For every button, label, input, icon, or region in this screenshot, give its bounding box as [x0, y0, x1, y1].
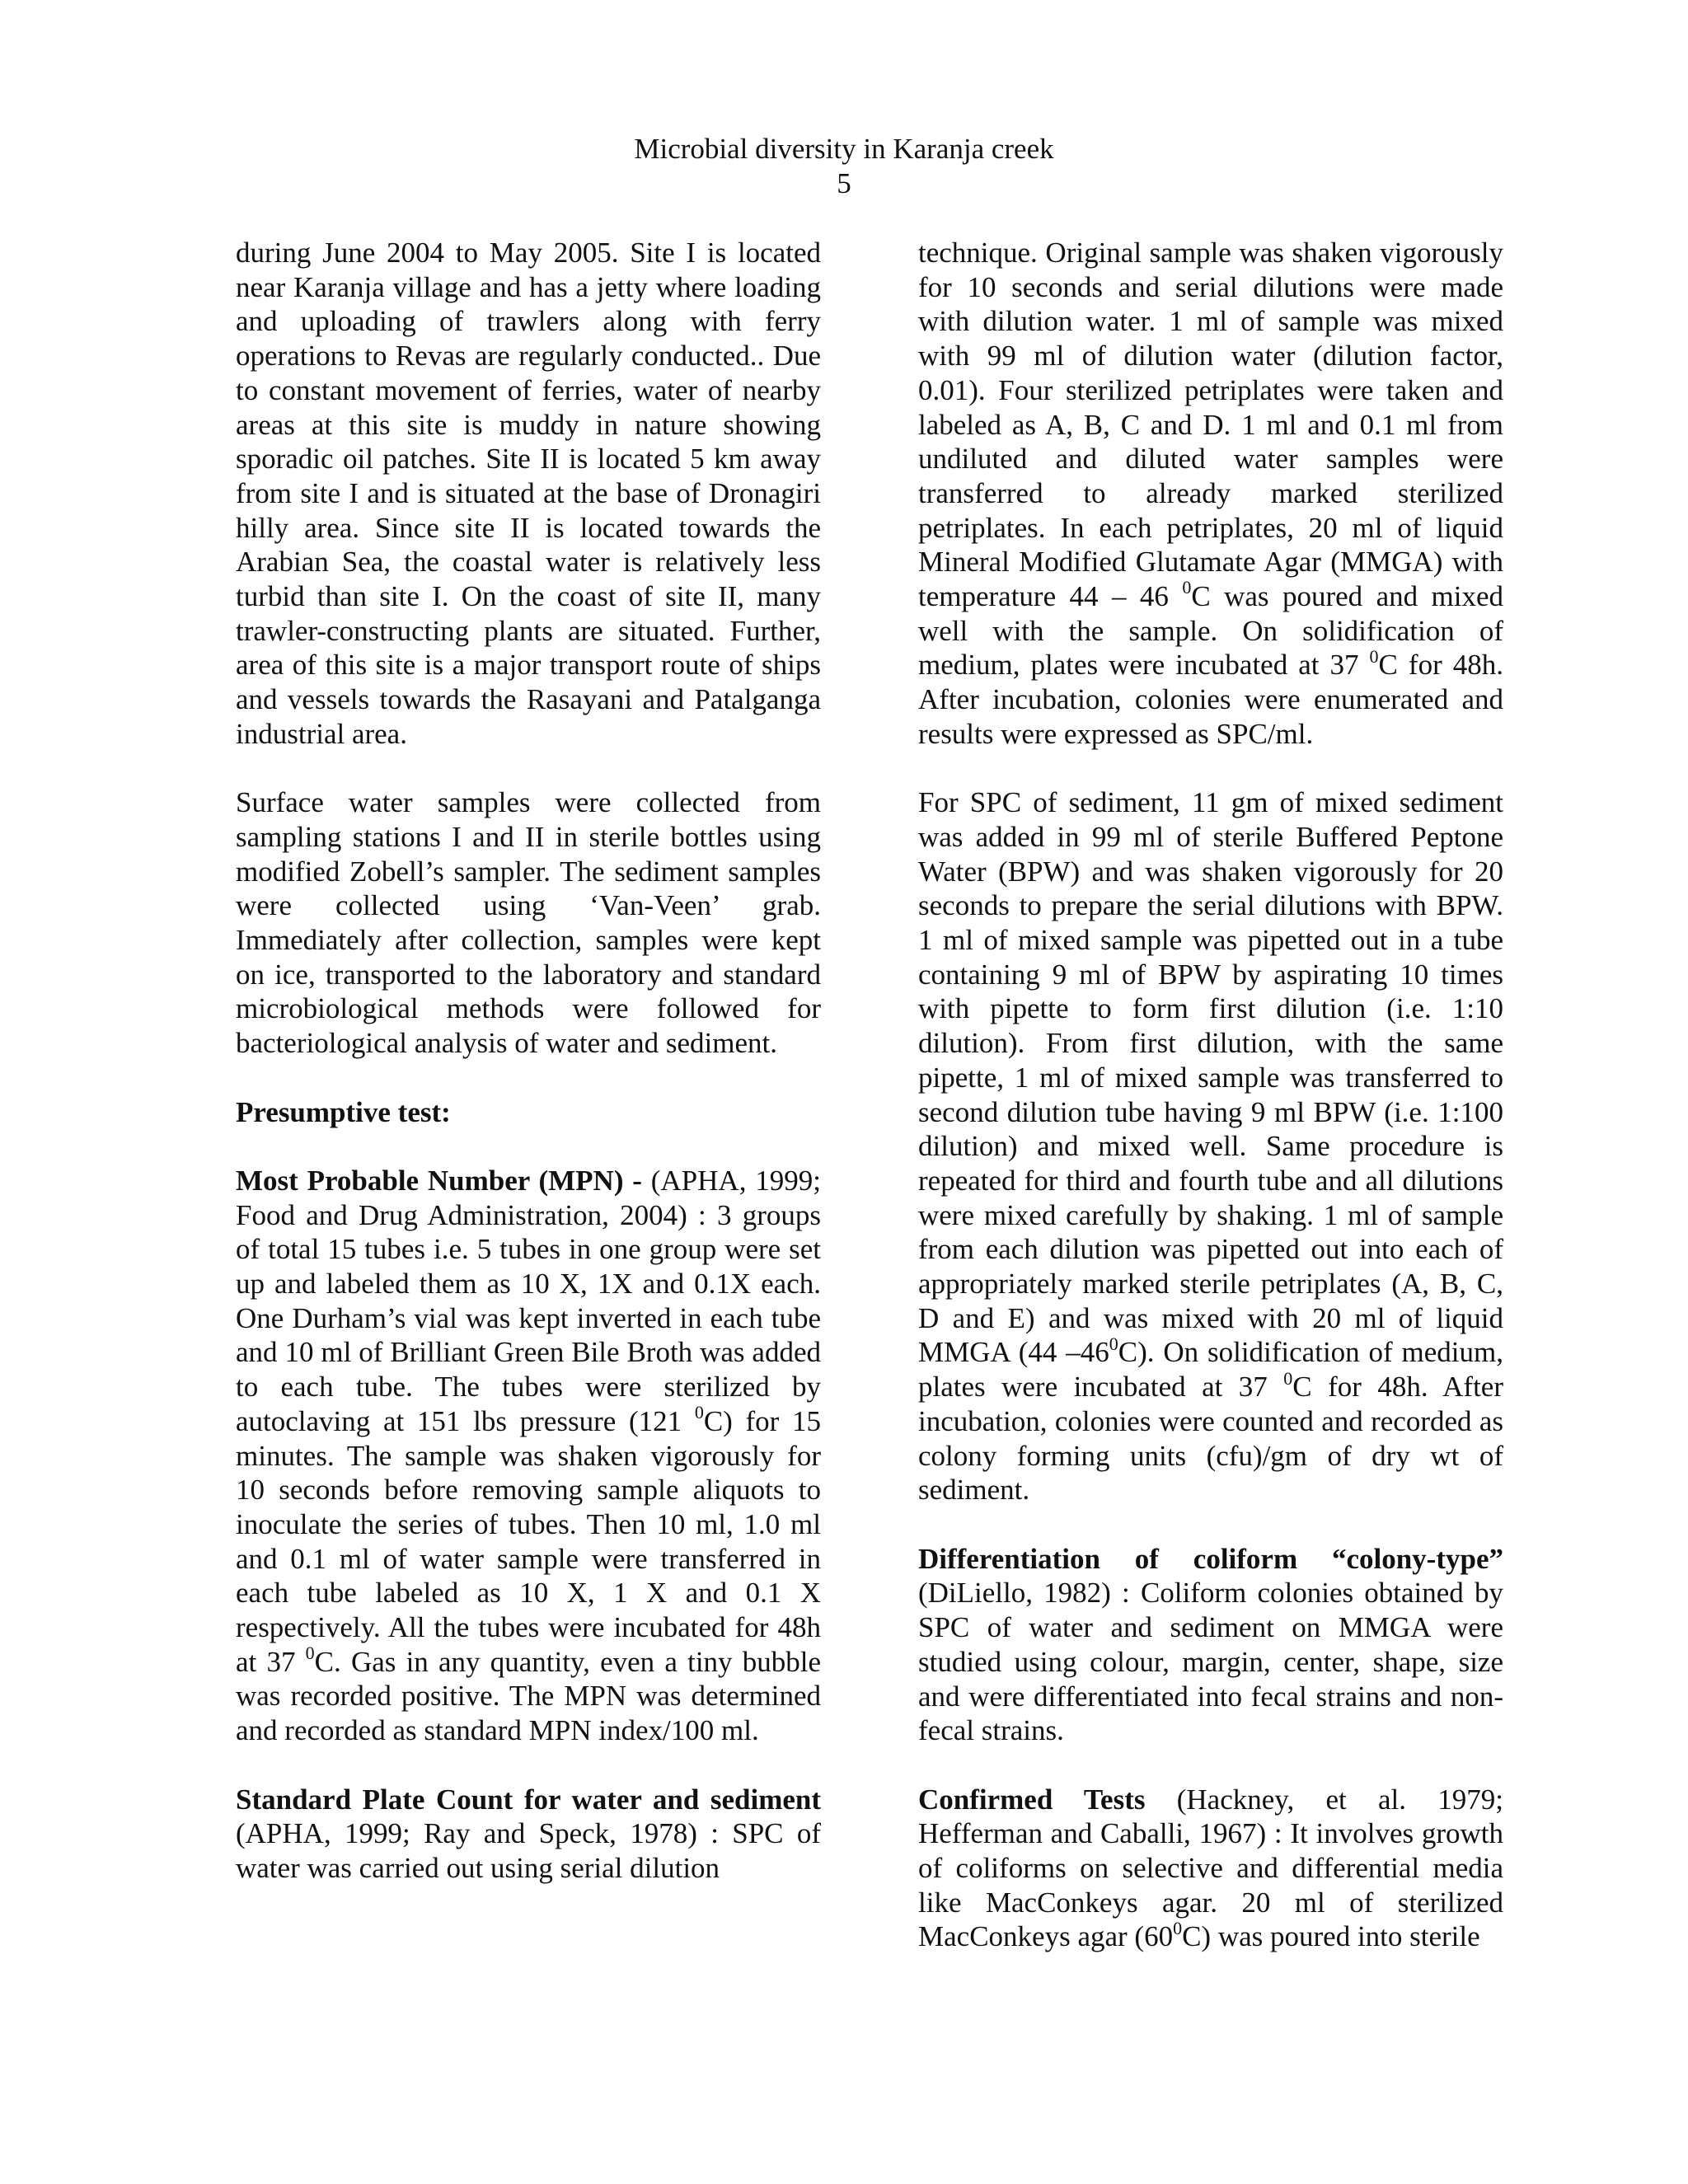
mpn-heading: Most Probable Number (MPN) - [236, 1164, 642, 1197]
spc-sediment-paragraph: For SPC of sediment, 11 gm of mixed sediment was added in 99 ml of sterile Buffered Peptone Water (BPW) and was shaken vigorously for 20 seconds to prepare the serial dilutions with BPW. 1 ml of mixed sample was pipetted out in a tube containing 9 ml of BPW by aspirating 10 times with pipette to form first dilution (i.e. 1:10 dilution). From first dilution, with the same pipette, 1 ml of mixed sample was transferred to second dilution tube having 9 ml BPW (i.e. 1:100 dilution) and mixed well. Same procedure is repeated for third and fourth tube and all dilutions were mixed carefully by shaking. 1 ml of sample from each dilution was pipetted out into each of appropriately marked sterile petriplates (A, B, C, D and E) and was mixed with 20 ml of liquid MMGA (44 $-46^0C$). On solidification of medium, plates were incubated at 37 $^0$C for 48h. After incubation, colonies were counted and recorded as colony forming units (cfu)/gm of dry wt of sediment. [918, 786, 1503, 1507]
confirmed-tests-paragraph: Confirmed Tests (Hackney, et al. 1979; Hefferman and Caballi, 1967) : It involves growth of coliforms on selective and differential media like MacConkeys agar. 20 ml of sterilized MacConkeys agar $(60^0C)$ was poured into sterile [918, 1783, 1503, 1953]
site-description-paragraph: during June 2004 to May 2005. Site I is located near Karanja village and has a jetty where loading and uploading of trawlers along with ferry operations to Revas are regularly conducted.. Due to constant movement of ferries, water of nearby areas at this site is muddy in nature showing sporadic oil patches. Site II is located 5 km away from site I and is situated at the base of Dronagiri hilly area. Since site II is located towards the Arabian Sea, the coastal water is relatively less turbid than site I. On the coast of site II, many trawler-constructing plants are situated. Further, area of this site is a major transport route of ships and vessels towards the Rasayani and Patalganga industrial area. [236, 237, 821, 750]
spc-water-paragraph: technique. Original sample was shaken vigorously for 10 seconds and serial dilutions were made with dilution water. 1 ml of sample was mixed with 99 ml of dilution water (dilution factor, 0.01). Four sterilized petriplates were taken and labeled as A, B, C and D. 1 ml and 0.1 ml from undiluted and diluted water samples were transferred to already marked sterilized petriplates. In each petriplates, 20 ml of liquid Mineral Modified Glutamate Agar (MMGA) with temperature 44 – 46 $^0$C was poured and mixed well with the sample. On solidification of medium, plates were incubated at 37 $^0$C for 48h. After incubation, colonies were enumerated and results were expressed as SPC/ml. [918, 237, 1504, 750]
page-number: 5 [837, 167, 851, 199]
right-column [918, 236, 1503, 1954]
differentiation-heading: Differentiation of coliform “colony-type” [918, 1542, 1503, 1575]
degree-sup: 0 [1173, 1917, 1183, 1938]
degree-sup: 0 [694, 1402, 704, 1423]
presumptive-test-heading: Presumptive test: [236, 1095, 451, 1128]
degree-sup: 0 [305, 1643, 315, 1664]
running-header [0, 132, 1688, 201]
mpn-paragraph: Most Probable Number (MPN) - (APHA, 1999; Food and Drug Administration, 2004) : 3 groups of total 15 tubes i.e. 5 tubes in one group were set up and labeled them as 10 X, 1X and 0.1X each. One Durham’s vial was kept inverted in each tube and 10 ml of Brilliant Green Bile Broth was added to each tube. The tubes were sterilized by autoclaving at 151 lbs pressure (121 $^0$C) for 15 minutes. The sample was shaken vigorously for 10 seconds before removing sample aliquots to inoculate the series of tubes. Then 10 ml, 1.0 ml and 0.1 ml of water sample were transferred in each tube labeled as 10 X, 1 X and 0.1 X respectively. All the tubes were incubated for 48h at 37 $^0$C. Gas in any quantity, even a tiny bubble was recorded positive. The MPN was determined and recorded as standard MPN index/100 ml. [236, 1164, 822, 1747]
degree-sup: 0 [1283, 1367, 1293, 1389]
degree-sup: 0 [1109, 1333, 1118, 1354]
differentiation-paragraph: Differentiation of coliform “colony-type” (DiLiello, 1982) : Coliform colonies obtained by SPC of water and sediment on MMGA were studied using colour, margin, center, shape, size and were differentiated into fecal strains and non-fecal strains. [918, 1542, 1503, 1747]
degree-sup: 0 [1182, 577, 1192, 598]
confirmed-tests-heading: Confirmed Tests [918, 1783, 1146, 1816]
sampling-paragraph: Surface water samples were collected from sampling stations I and II in sterile bottles using modified Zobell’s sampler. The sediment samples were collected using ‘Van-Veen’ grab. Immediately after collection, samples were kept on ice, transported to the laboratory and standard microbiological methods were followed for bacteriological analysis of water and sediment. [236, 786, 821, 1060]
left-column [236, 236, 821, 1886]
spc-heading: Standard Plate Count for water and sediment [236, 1783, 821, 1816]
running-title: Microbial diversity in Karanja creek [634, 133, 1054, 165]
degree-sup: 0 [1369, 645, 1379, 667]
spc-paragraph: Standard Plate Count for water and sediment (APHA, 1999; Ray and Speck, 1978) : SPC of water was carried out using serial dilution [236, 1783, 821, 1884]
